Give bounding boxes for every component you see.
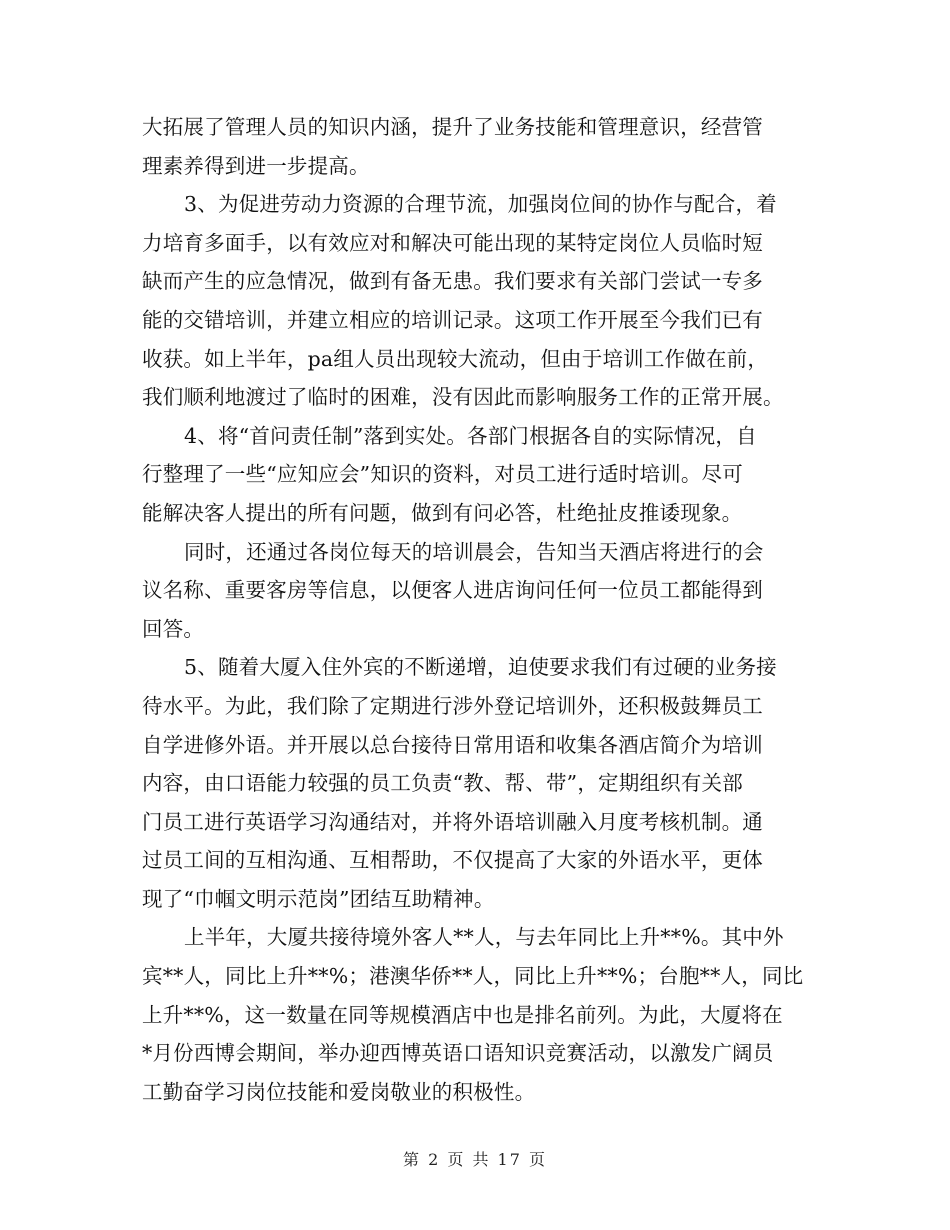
text-line: 工勤奋学习岗位技能和爱岗敬业的积极性。 xyxy=(142,1079,536,1104)
document-body xyxy=(142,108,812,1111)
paragraph-start-line: 4、将“首问责任制”落到实处。各部门根据各自的实际情况，自 xyxy=(184,423,757,448)
text-line: 能的交错培训，并建立相应的培训记录。这项工作开展至今我们已有 xyxy=(142,307,763,332)
paragraph-start-line: 5、随着大厦入住外宾的不断递增，迫使要求我们有过硬的业务接 xyxy=(184,655,777,680)
text-line: 缺而产生的应急情况，做到有备无患。我们要求有关部门尝试一专多 xyxy=(142,269,763,294)
page-footer: 第 2 页 共 17 页 xyxy=(403,1150,547,1169)
text-line: 自学进修外语。并开展以总台接待日常用语和收集各酒店简介为培训 xyxy=(142,732,763,757)
text-line: 回答。 xyxy=(142,616,205,641)
text-line: 力培育多面手，以有效应对和解决可能出现的某特定岗位人员临时短 xyxy=(142,230,763,255)
text-line: 现了“巾帼文明示范岗”团结互助精神。 xyxy=(142,886,495,911)
text-line: 理素养得到进一步提高。 xyxy=(142,153,370,178)
text-line: 门员工进行英语学习沟通结对，并将外语培训融入月度考核机制。通 xyxy=(142,809,763,834)
text-line: 我们顺利地渡过了临时的困难，没有因此而影响服务工作的正常开展。 xyxy=(142,385,784,410)
paragraph-start-line: 同时，还通过各岗位每天的培训晨会，告知当天酒店将进行的会 xyxy=(184,539,764,564)
text-line: 宾**人，同比上升**%；港澳华侨**人，同比上升**%；台胞**人，同比 xyxy=(142,964,804,989)
paragraph-start-line: 3、为促进劳动力资源的合理节流，加强岗位间的协作与配合，着 xyxy=(184,192,777,217)
text-line: 过员工间的互相沟通、互相帮助，不仅提高了大家的外语水平，更体 xyxy=(142,848,763,873)
paragraph-start-line: 上半年，大厦共接待境外客人**人，与去年同比上升**%。其中外 xyxy=(184,925,784,950)
text-line: 议名称、重要客房等信息，以便客人进店询问任何一位员工都能得到 xyxy=(142,578,763,603)
text-line: 内容，由口语能力较强的员工负责“教、帮、带”，定期组织有关部 xyxy=(142,771,743,796)
text-line: *月份西博会期间，举办迎西博英语口语知识竞赛活动，以激发广阔员 xyxy=(142,1041,774,1066)
text-line: 能解决客人提出的所有问题，做到有问必答，杜绝扯皮推诿现象。 xyxy=(142,500,743,525)
text-line: 收获。如上半年，pa组人员出现较大流动，但由于培训工作做在前， xyxy=(142,346,769,371)
text-line: 待水平。为此，我们除了定期进行涉外登记培训外，还积极鼓舞员工 xyxy=(142,693,763,718)
text-line: 上升**%，这一数量在同等规模酒店中也是排名前列。为此，大厦将在 xyxy=(142,1002,783,1027)
text-line: 行整理了一些“应知应会”知识的资料，对员工进行适时培训。尽可 xyxy=(142,462,743,487)
text-line: 大拓展了管理人员的知识内涵，提升了业务技能和管理意识，经营管 xyxy=(142,115,763,139)
